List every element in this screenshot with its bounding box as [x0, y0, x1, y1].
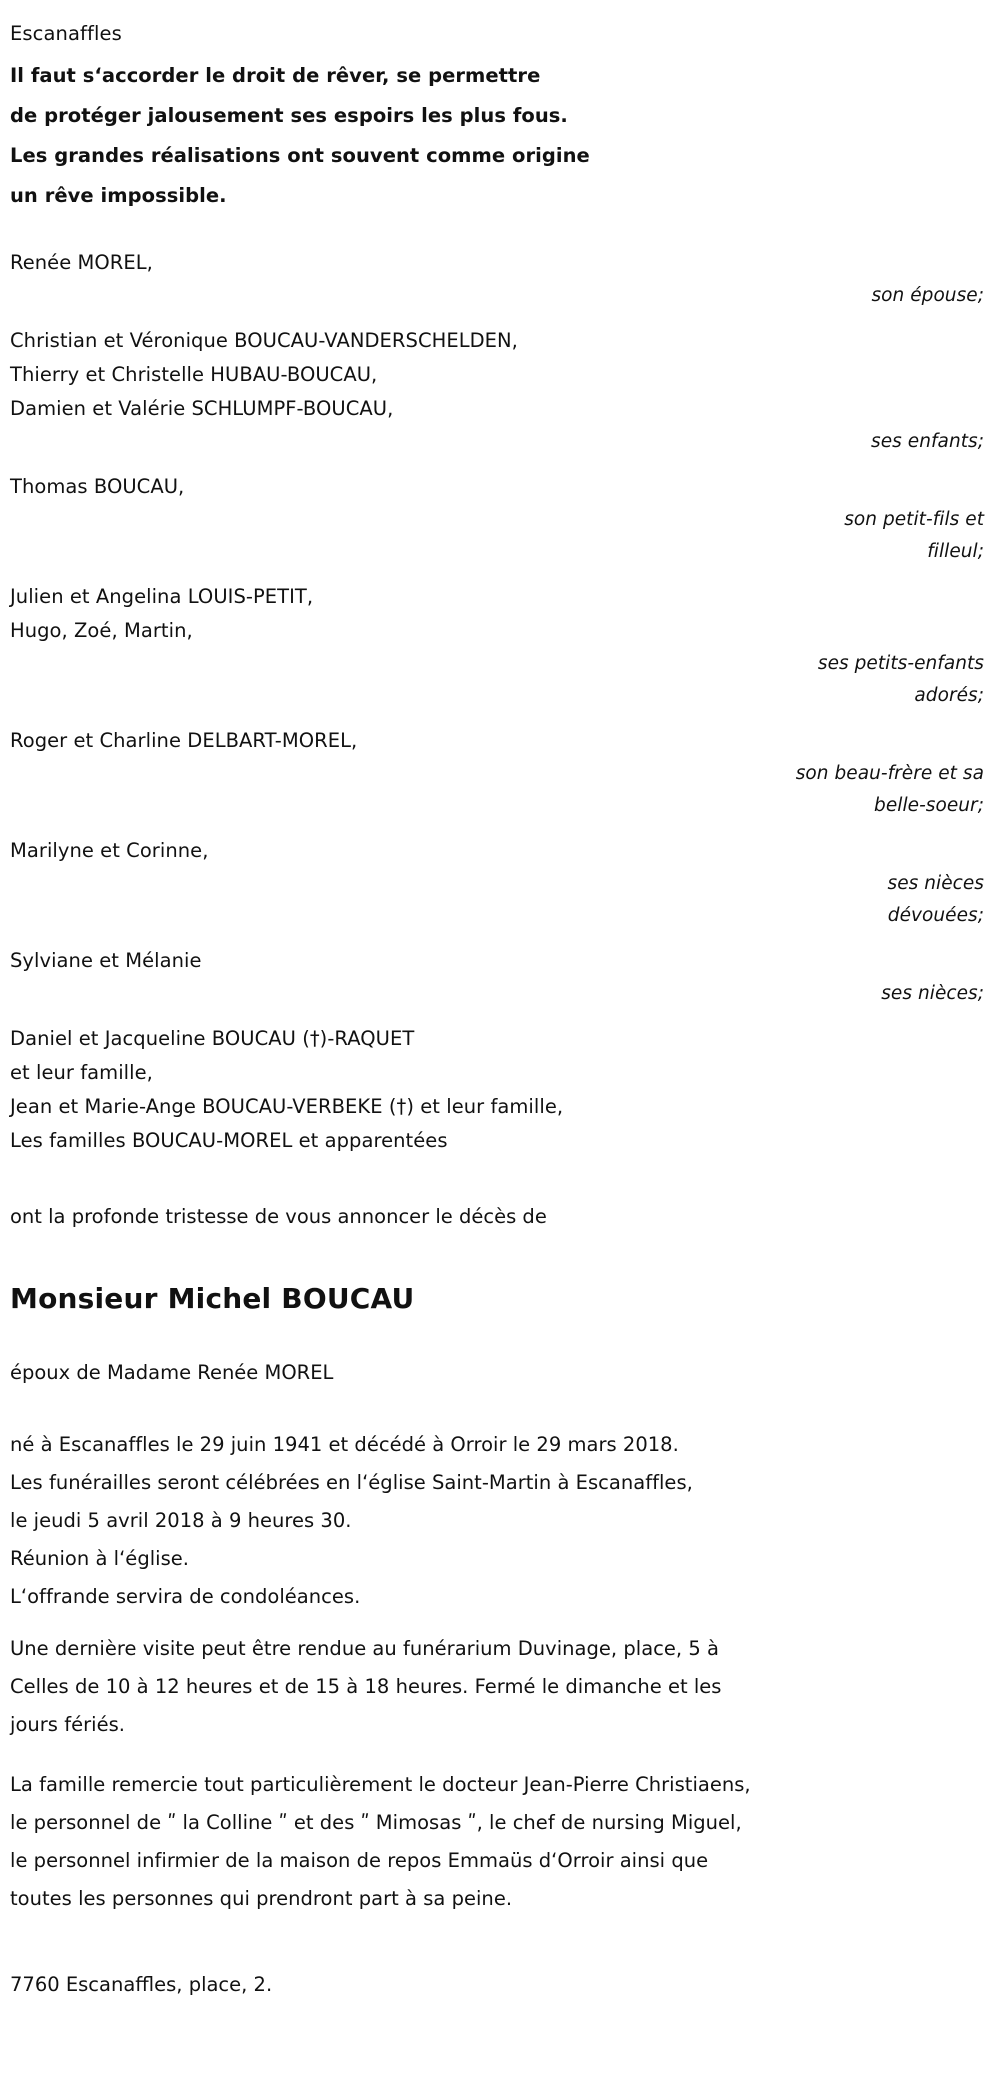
- family-group-names: [10, 944, 618, 978]
- locality-heading: Escanaffles: [10, 22, 122, 45]
- family-relation-line: son beau-frère et sa: [795, 763, 984, 784]
- deceased-name-heading: Monsieur Michel BOUCAU: [10, 1282, 415, 1315]
- family-member-name: Marilyne et Corinne,: [10, 839, 209, 862]
- ceremony-time-line: le jeudi 5 avril 2018 à 9 heures 30.: [10, 1509, 352, 1532]
- extended-family-line: Les familles BOUCAU-MOREL et apparentées: [10, 1129, 448, 1152]
- family-member-name: Roger et Charline DELBART-MOREL,: [10, 729, 358, 752]
- announcement-text: ont la profonde tristesse de vous annoncer le décès de: [10, 1205, 547, 1228]
- memorial-quote: [10, 56, 990, 216]
- family-group: [10, 834, 990, 932]
- family-relation-label: [10, 280, 990, 312]
- quote-line: un rêve impossible.: [10, 184, 227, 207]
- family-group-names: [10, 470, 618, 504]
- family-member-name: Thomas BOUCAU,: [10, 475, 185, 498]
- visiting-hours-paragraph: Une dernière visite peut être rendue au funérarium Duvinage, place, 5 à Celles de 10 à 12 heures et de 15 à 18 heures. Fermé le dimanche et les jours fériés.: [10, 1637, 722, 1736]
- family-group-names: [10, 246, 618, 280]
- birth-death-line: né à Escanaffles le 29 juin 1941 et décédé à Orroir le 29 mars 2018.: [10, 1433, 679, 1456]
- family-relation-label: [10, 868, 990, 932]
- family-relation-line: ses nièces: [887, 873, 984, 894]
- family-member-name: Hugo, Zoé, Martin,: [10, 619, 193, 642]
- family-relation-line: adorés;: [914, 685, 984, 706]
- family-relation-label: [10, 648, 990, 712]
- family-relation-line: filleul;: [927, 541, 984, 562]
- extended-family-line: Jean et Marie-Ange BOUCAU-VERBEKE (†) et leur famille,: [10, 1095, 564, 1118]
- family-relation-label: [10, 758, 990, 822]
- family-group: [10, 580, 990, 712]
- family-relation-line: belle-soeur;: [874, 795, 984, 816]
- family-list: [10, 246, 990, 1010]
- extended-family-line: Daniel et Jacqueline BOUCAU (†)-RAQUET: [10, 1027, 415, 1050]
- family-member-name: Thierry et Christelle HUBAU-BOUCAU,: [10, 363, 378, 386]
- funeral-details: [10, 1426, 990, 1918]
- family-member-name: Damien et Valérie SCHLUMPF-BOUCAU,: [10, 397, 394, 420]
- family-relation-line: ses enfants;: [871, 431, 984, 452]
- family-relation-line: ses petits-enfants: [817, 653, 984, 674]
- family-group-names: [10, 724, 618, 758]
- family-relation-line: ses nièces;: [881, 983, 984, 1004]
- spouse-of-text: époux de Madame Renée MOREL: [10, 1361, 334, 1384]
- family-member-name: Sylviane et Mélanie: [10, 949, 202, 972]
- family-group: [10, 246, 990, 312]
- extended-family-list: [10, 1022, 990, 1158]
- family-group-names: [10, 580, 618, 648]
- family-member-name: Julien et Angelina LOUIS-PETIT,: [10, 585, 314, 608]
- family-group-names: [10, 834, 618, 868]
- family-member-name: Christian et Véronique BOUCAU-VANDERSCHELDEN,: [10, 329, 518, 352]
- quote-line: Les grandes réalisations ont souvent comme origine: [10, 144, 590, 167]
- family-group: [10, 724, 990, 822]
- family-relation-label: [10, 504, 990, 568]
- ceremony-line: Les funérailles seront célébrées en l‘église Saint-Martin à Escanaffles,: [10, 1471, 693, 1494]
- family-relation-line: dévouées;: [887, 905, 984, 926]
- gathering-line: Réunion à l‘église.: [10, 1547, 190, 1570]
- family-relation-label: [10, 426, 990, 458]
- family-relation-label: [10, 978, 990, 1010]
- family-group: [10, 324, 990, 458]
- family-member-name: Renée MOREL,: [10, 251, 153, 274]
- family-relation-line: son petit-fils et: [844, 509, 984, 530]
- thanks-paragraph: La famille remercie tout particulièrement le docteur Jean-Pierre Christiaens, le personnel de ʺ la Colline ʺ et des ʺ Mimosas ʺ, le chef de nursing Miguel, le personnel infirmier de la maison de repos Emmaüs d‘Orroir ainsi que toutes les personnes qui prendront part à sa peine.: [10, 1773, 751, 1910]
- extended-family-line: et leur famille,: [10, 1061, 153, 1084]
- family-group: [10, 944, 990, 1010]
- family-address: 7760 Escanaffles, place, 2.: [10, 1973, 273, 1996]
- family-group: [10, 470, 990, 568]
- family-group-names: [10, 324, 618, 426]
- quote-line: Il faut s‘accorder le droit de rêver, se permettre: [10, 64, 541, 87]
- quote-line: de protéger jalousement ses espoirs les plus fous.: [10, 104, 568, 127]
- family-relation-line: son épouse;: [871, 285, 984, 306]
- offering-line: L‘offrande servira de condoléances.: [10, 1585, 361, 1608]
